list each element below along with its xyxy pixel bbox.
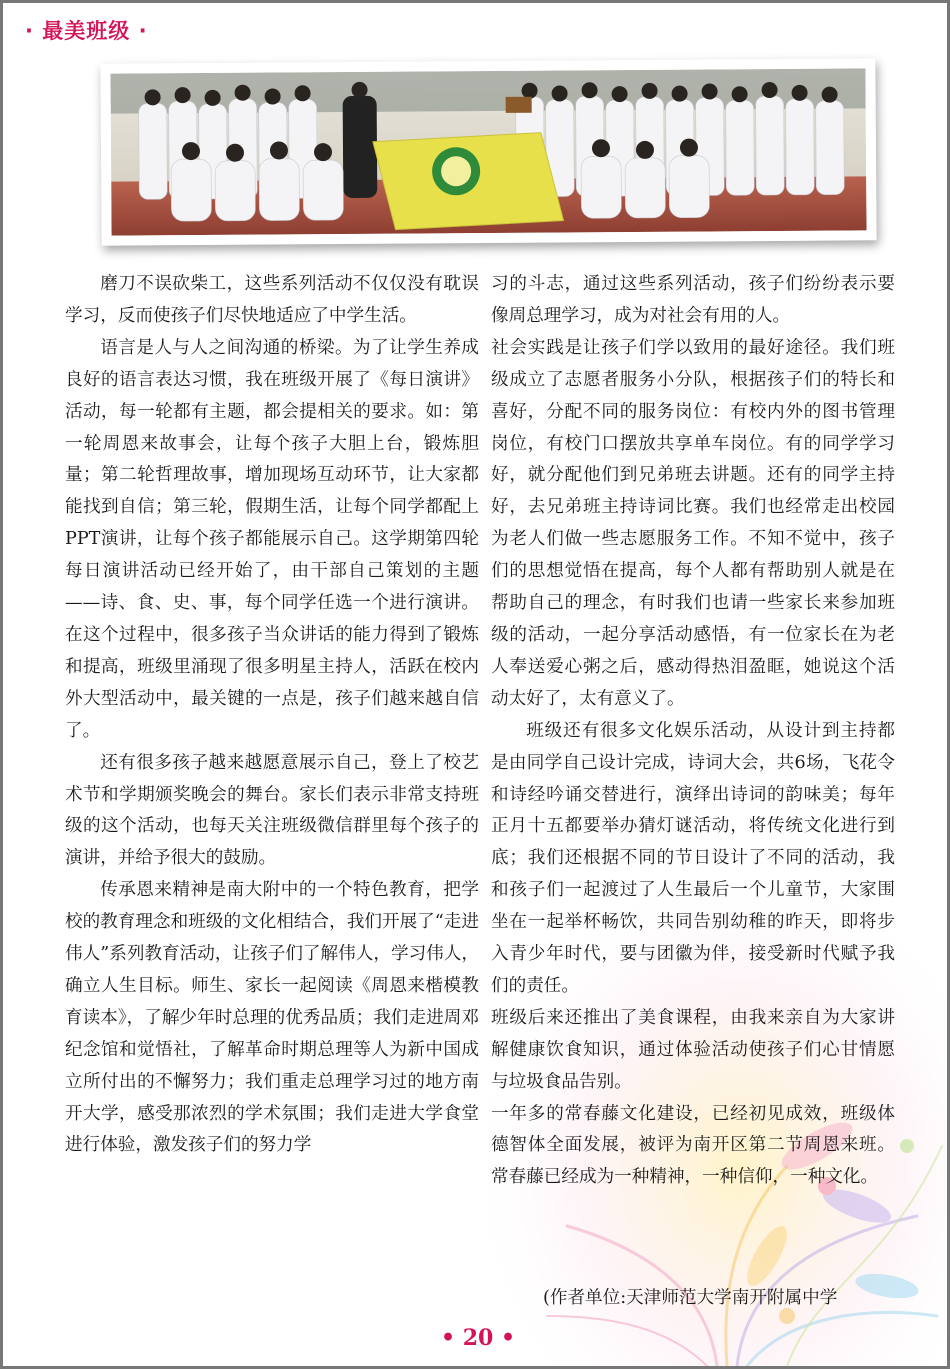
paragraph: 班级还有很多文化娱乐活动，从设计到主持都是由同学自己设计完成，诗词大会，共6场，飞花令和诗经吟诵交替进行，演绎出诗词的韵味美；每年正月十五都要举办猜灯谜活动，将传统文化进行到底；我们还根据不同的节日设计了不同的活动，我和孩子们一起渡过了人生最后一个儿童节，大家围坐在一起举杯畅饮，共同告别幼稚的昨天，即将步入青少年时代，要与团徽为伴，接受新时代赋予我们的责任。: [491, 720, 895, 996]
paragraph: 磨刀不误砍柴工，这些系列活动不仅仅没有耽误学习，反而使孩子们尽快地适应了中学生活。: [65, 274, 479, 326]
author-attribution: (作者单位:天津师范大学南开附属中学: [543, 1288, 838, 1308]
paragraph: 一年多的常春藤文化建设，已经初见成效，班级体德智体全面发展，被评为南开区第二节周恩来班。常春藤已经成为一种精神，一种信仰，一种文化。: [491, 1103, 895, 1188]
class-group-photo: [110, 68, 866, 235]
article-right-column: [491, 269, 895, 1194]
paragraph: 社会实践是让孩子们学以致用的最好途径。我们班级成立了志愿者服务小分队，根据孩子们的特长和喜好，分配不同的服务岗位：有校内外的图书管理岗位，有校门口摆放共享单车岗位。有的同学学习好，就分配他们到兄弟班去讲题。还有的同学主持好，去兄弟班主持诗词比赛。我们也经常走出校园为老人们做一些志愿服务工作。不知不觉中，孩子们的思想觉悟在提高，每个人都有帮助别人就是在帮助自己的理念，有时我们也请一些家长来参加班级的活动，一起分享活动感悟，有一位家长在为老人奉送爱心粥之后，感动得热泪盈眶，她说这个活动太好了，太有意义了。: [491, 337, 895, 709]
paragraph: 班级后来还推出了美食课程，由我来亲自为大家讲解健康饮食知识，通过体验活动使孩子们心甘情愿与垃圾食品告别。: [491, 1007, 895, 1092]
page-number: • 20 •: [440, 1325, 516, 1351]
article-left-column: [65, 269, 479, 1162]
paragraph: 习的斗志，通过这些系列活动，孩子们纷纷表示要像周总理学习，成为对社会有用的人。: [491, 274, 895, 326]
paragraph: 语言是人与人之间沟通的桥梁。为了让学生养成良好的语言表达习惯，我在班级开展了《每日演讲》活动，每一轮都有主题，都会提相关的要求。如：第一轮周恩来故事会，让每个孩子大胆上台，锻炼胆量；第二轮哲理故事，增加现场互动环节，让大家都能找到自信；第三轮，假期生活，让每个同学都配上PPT演讲，让每个孩子都能展示自己。这学期第四轮每日演讲活动已经开始了，由干部自己策划的主题——诗、食、史、事，每个同学任选一个进行演讲。在这个过程中，很多孩子当众讲话的能力得到了锻炼和提高，班级里涌现了很多明星主持人，活跃在校内外大型活动中，最关键的一点是，孩子们越来越自信了。: [65, 337, 479, 741]
paragraph: 传承恩来精神是南大附中的一个特色教育，把学校的教育理念和班级的文化相结合，我们开展了“走进伟人”系列教育活动，让孩子们了解伟人，学习伟人，确立人生目标。师生、家长一起阅读《周恩来楷模教育读本》，了解少年时总理的优秀品质；我们走进周邓纪念馆和觉悟社，了解革命时期总理等人为新中国成立所付出的不懈努力；我们重走总理学习过的地方南开大学，感受那浓烈的学术氛围；我们走进大学食堂进行体验，激发孩子们的努力学: [65, 880, 479, 1156]
paragraph: 还有很多孩子越来越愿意展示自己，登上了校艺术节和学期颁奖晚会的舞台。家长们表示非常支持班级的这个活动，也每天关注班级微信群里每个孩子的演讲，并给予很大的鼓励。: [65, 752, 479, 869]
class-photo-frame: [100, 58, 876, 245]
section-header: · 最美班级 ·: [25, 19, 148, 43]
